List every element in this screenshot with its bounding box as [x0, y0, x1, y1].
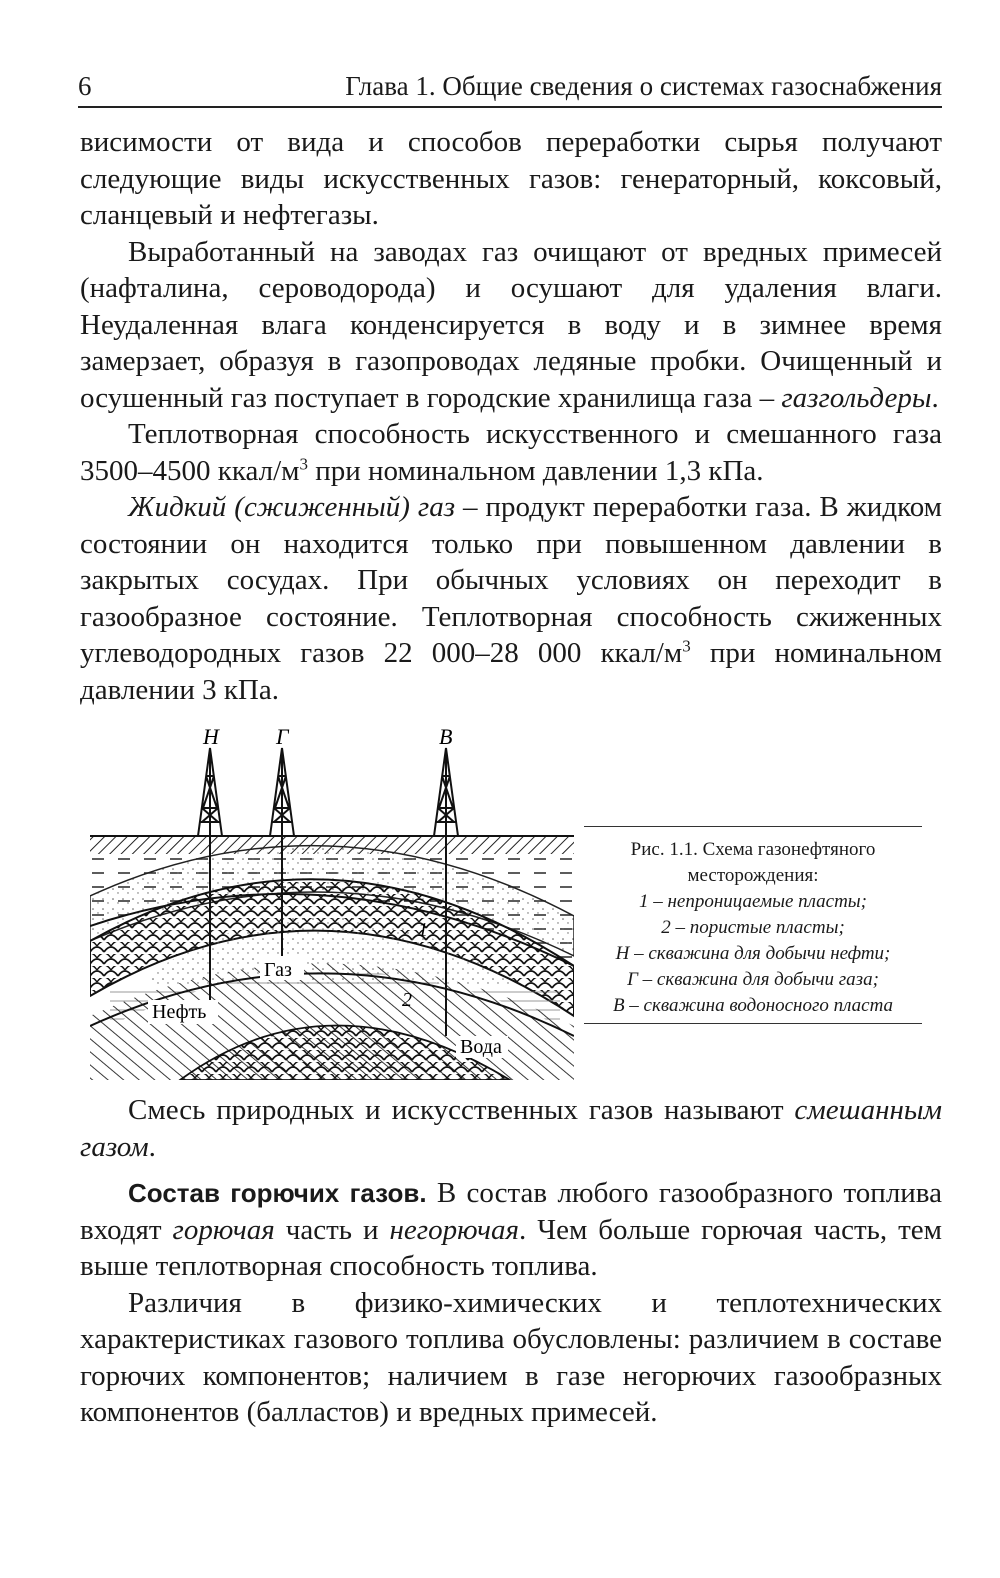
caption-title: Рис. 1.1. Схема газонефтяного месторождения: [630, 839, 876, 886]
zone-label-oil: Нефть [152, 1001, 207, 1023]
layer-label-1: 1 [418, 919, 428, 941]
gas-oil-field-diagram [90, 726, 574, 1080]
chapter-title: Глава 1. Общие сведения о системах газоснабжения [345, 71, 942, 101]
caption-item-4: Г – скважина для добычи газа; [627, 969, 879, 990]
paragraph-3: Теплотворная способность искусственного и смешанного газа 3500–4500 ккал/$м^3$ при номинальном давлении 1,3 кПа. [80, 418, 942, 487]
bottom-text-block [80, 1092, 942, 1431]
caption-item-3: Н – скважина для добычи нефти; [615, 943, 891, 964]
paragraph-4: Жидкий (сжиженный) газ – продукт переработки газа. В жидком состоянии он находится только при повышенном давлении в закрытых сосудах. При обычных условиях он переходит в газообразное состояние. Теплотворная способность сжиженных углеводородных газов 22 000–28 000 ккал/$м^3$ при номинальном давлении 3 кПа. [80, 491, 943, 706]
layer-label-2: 2 [402, 989, 412, 1011]
caption-item-1: 1 – непроницаемые пласты; [638, 891, 868, 912]
paragraph-5: Смесь природных и искусственных газов называют смешанным газом. [80, 1094, 942, 1163]
paragraph-1: висимости от вида и способов переработки сырья получают следующие виды искусственных газов: генераторный, коксовый, сланцевый и нефтегазы. [80, 126, 942, 231]
paragraph-6: Состав горючих газов. В состав любого газообразного топлива входят горючая часть и негорючая. Чем больше горючая часть, тем выше теплотворная способность топлива. [80, 1177, 942, 1282]
top-text-block [80, 124, 942, 708]
page-header [78, 68, 942, 108]
page-number: 6 [78, 71, 92, 101]
caption-item-2: 2 – пористые пласты; [661, 917, 845, 938]
figure-caption [584, 826, 922, 1024]
paragraph-2: Выработанный на заводах газ очищают от вредных примесей (нафталина, сероводорода) и осушают для удаления влаги. Неудаленная влага конденсируется в воду и в зимнее время замерзает, образуя в газопроводах ледяные пробки. Очищенный и осушенный газ поступает в городские хранилища газа – газгольдеры. [80, 235, 942, 414]
paragraph-7: Различия в физико-химических и теплотехнических характеристиках газового топлива обусловлены: различием в составе горючих компонентов; наличием в газе негорючих газообразных компонентов (балластов) и вредных примесей. [80, 1286, 942, 1428]
well-label-water: В [439, 726, 453, 749]
well-label-gas: Г [276, 726, 289, 749]
caption-item-5: В – скважина водоносного пласта [612, 995, 894, 1016]
zone-label-water: Вода [460, 1036, 502, 1058]
well-label-oil: Н [203, 726, 219, 749]
zone-label-gas: Газ [264, 959, 292, 981]
